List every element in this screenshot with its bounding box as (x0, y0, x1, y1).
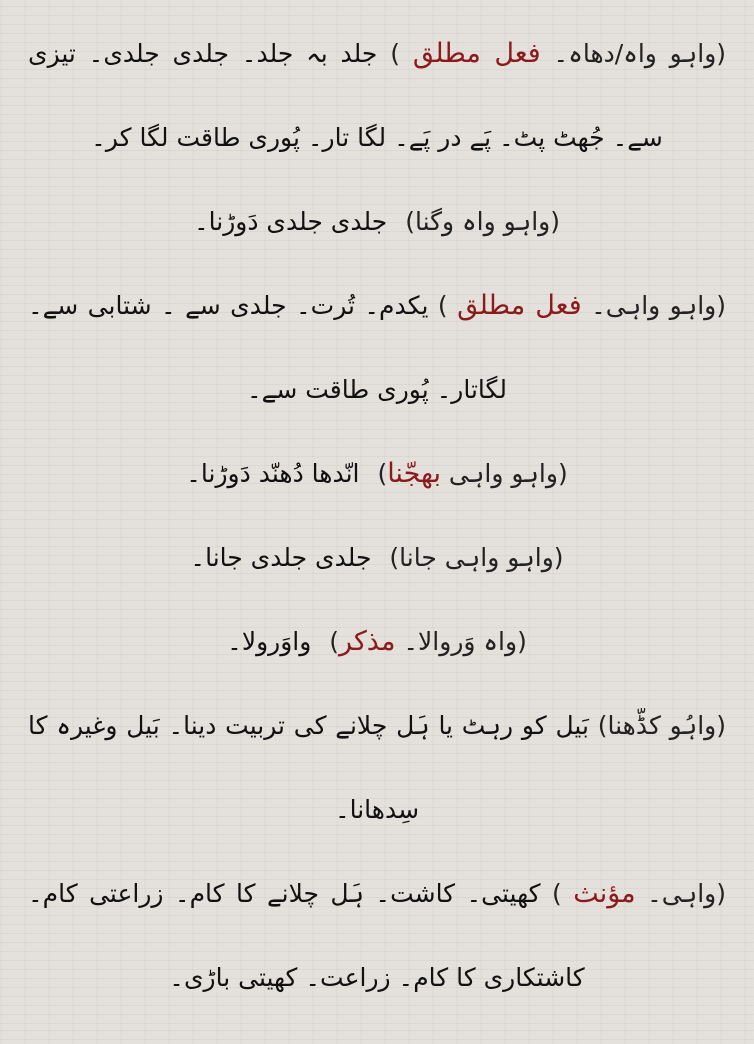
definition-continuation: کاشتکاری کا کام۔ زراعت۔ کھیتی باڑی۔ (169, 963, 585, 992)
close-paren: ) (405, 207, 415, 236)
entry-line-5 (28, 372, 726, 456)
definition-continuation: لگاتار۔ پُوری طاقت سے۔ (247, 375, 507, 404)
entry-headword: (واہو واہی۔ (591, 291, 726, 320)
entry-line-9 (28, 708, 726, 792)
definition-continuation: سے۔ جُھٹ پٹ۔ پَے در پَے۔ لگا تار۔ پُوری طاقت لگا کر۔ (91, 123, 663, 152)
close-paren: ) (377, 459, 388, 488)
close-paren: ) (390, 39, 400, 68)
close-paren: ) (551, 879, 562, 908)
entry-line-10 (28, 792, 726, 876)
grammar-tag: فعل مطلق (412, 38, 541, 69)
entry-headword: (واہو واہی جانا (399, 543, 564, 572)
entry-definition: واوَرولا۔ (227, 627, 312, 656)
entry-definition: جلدی جلدی جانا۔ (190, 543, 372, 572)
entry-definition: یکدم۔ تُرت۔ جلدی سے ۔ شتابی سے۔ (28, 291, 429, 320)
close-paren: ) (437, 291, 448, 320)
grammar-tag: مؤنث (573, 878, 636, 909)
entry-line-4 (28, 288, 726, 372)
close-paren: ) (597, 711, 608, 740)
entry-headword: (واہو واہ وگنا (414, 207, 560, 236)
entry-definition: کھیتی۔ کاشت۔ ہَل چلانے کا کام۔ زراعتی کام۔ (28, 879, 541, 908)
grammar-tag: فعل مطلق (457, 290, 582, 321)
entry-definition: انّدھا دُھنّد دَوڑنا۔ (186, 459, 360, 488)
close-paren: ) (389, 543, 400, 572)
entry-line-12 (28, 960, 726, 1044)
grammar-tag: بھجّنا (387, 458, 441, 489)
entry-line-6 (28, 456, 726, 540)
entry-line-3 (28, 204, 726, 288)
entry-line-8 (28, 624, 726, 708)
entry-line-7 (28, 540, 726, 624)
entry-headword: (واہ وَروالا۔ (403, 627, 527, 656)
entry-headword: (واہی۔ (647, 879, 726, 908)
entry-line-2 (28, 120, 726, 204)
entry-headword: (واہُو کڈّھنا (607, 711, 726, 740)
entry-headword: (واہو واہ/دھاہ۔ (553, 39, 726, 68)
entry-definition: جلد بہ جلد۔ جلدی جلدی۔ تیزی (28, 39, 378, 68)
definition-continuation: سِدھانا۔ (334, 795, 420, 824)
close-paren: ) (329, 627, 340, 656)
entry-line-11 (28, 876, 726, 960)
entry-headword: (واہو واہی (448, 459, 568, 488)
entry-definition: جلدی جلدی دَوڑنا۔ (193, 207, 388, 236)
entry-line-1 (28, 36, 726, 120)
entry-definition: بَیل کو رہٹ یا ہَل چلانے کی تربیت دینا۔ بَیل وغیرہ کا (28, 711, 589, 740)
grammar-tag: مذکر (339, 626, 396, 657)
